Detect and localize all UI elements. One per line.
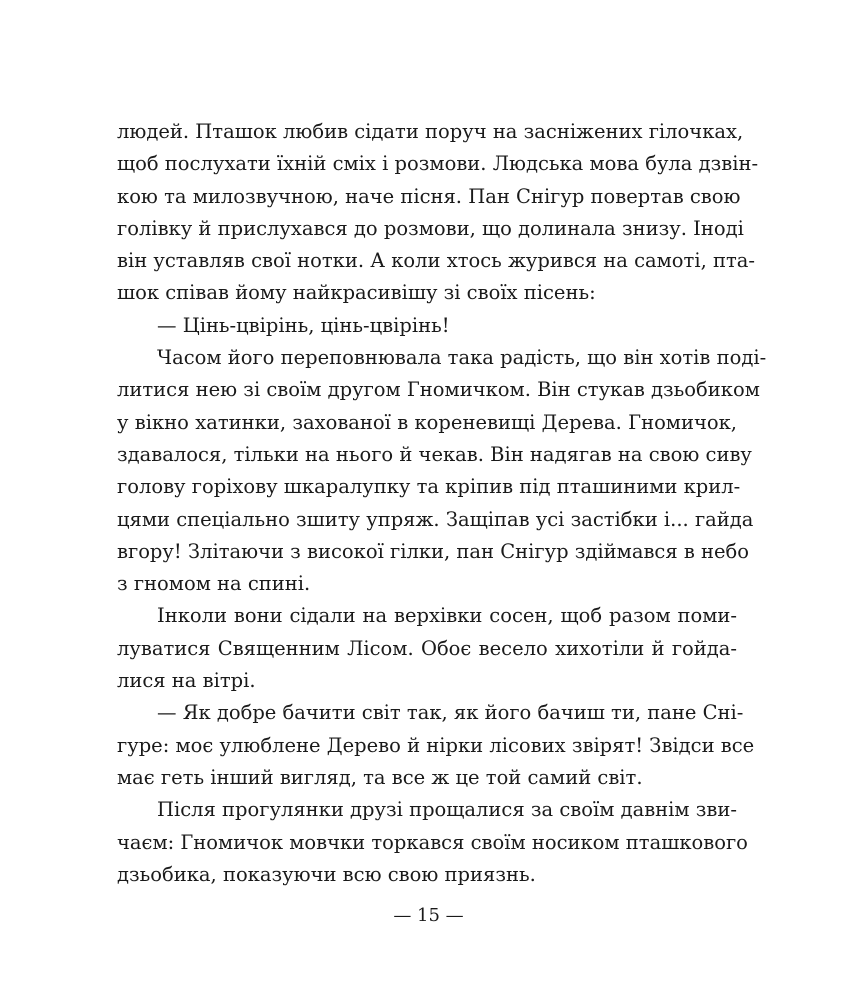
text-line: цями спеціально зшиту упряж. Защіпав усі застібки і... гайда — [117, 507, 754, 531]
body-text — [117, 116, 767, 891]
text-line: голівку й прислухався до розмови, що долинала знизу. Іноді — [117, 216, 744, 240]
dialogue-line: — Цінь-цвірінь, цінь-цвірінь! — [157, 313, 450, 337]
text-line: Часом його переповнювала така радість, що він хотів поді- — [157, 346, 767, 370]
text-line: дзьобика, показуючи всю свою приязнь. — [117, 862, 536, 886]
text-line: людей. Пташок любив сідати поруч на засніжених гілочках, — [117, 120, 744, 143]
page-number: — 15 — — [393, 905, 464, 926]
text-line: кою та милозвучною, наче пісня. Пан Снігур повертав свою — [117, 184, 741, 208]
text-line: Після прогулянки друзі прощалися за своїм давнім зви- — [157, 798, 737, 822]
text-line: з гномом на спині. — [117, 572, 311, 596]
text-line: луватися Священним Лісом. Обоє весело хихотіли й гойда- — [117, 636, 737, 660]
text-line: голову горіхову шкаралупку та кріпив під пташиними крил- — [117, 475, 741, 499]
text-line: він уставляв свої нотки. А коли хтось журився на самоті, пта- — [117, 249, 755, 273]
text-line: у вікно хатинки, захованої в кореневищі Дерева. Гномичок, — [117, 410, 737, 434]
text-line: має геть інший вигляд, та все ж це той самий світ. — [117, 765, 643, 789]
text-line: щоб послухати їхній сміх і розмови. Людська мова була дзвін- — [117, 152, 759, 176]
text-line: вгору! Злітаючи з високої гілки, пан Снігур здіймався в небо — [117, 539, 750, 563]
text-line: Інколи вони сідали на верхівки сосен, щоб разом поми- — [157, 604, 737, 628]
text-line: здавалося, тільки на нього й чекав. Він надягав на свою сиву — [117, 442, 752, 466]
text-line: чаєм: Гномичок мовчки торкався своїм носиком пташкового — [117, 830, 748, 854]
text-line: шок співав йому найкрасивішу зі своїх пісень: — [117, 281, 596, 305]
text-line: лися на вітрі. — [117, 669, 256, 693]
text-line: гуре: моє улюблене Дерево й нірки лісових звірят! Звідси все — [117, 733, 755, 757]
text-line: литися нею зі своїм другом Гномичком. Він стукав дзьобиком — [117, 378, 760, 402]
dialogue-line: — Як добре бачити світ так, як його бачиш ти, пане Сні- — [157, 701, 744, 725]
